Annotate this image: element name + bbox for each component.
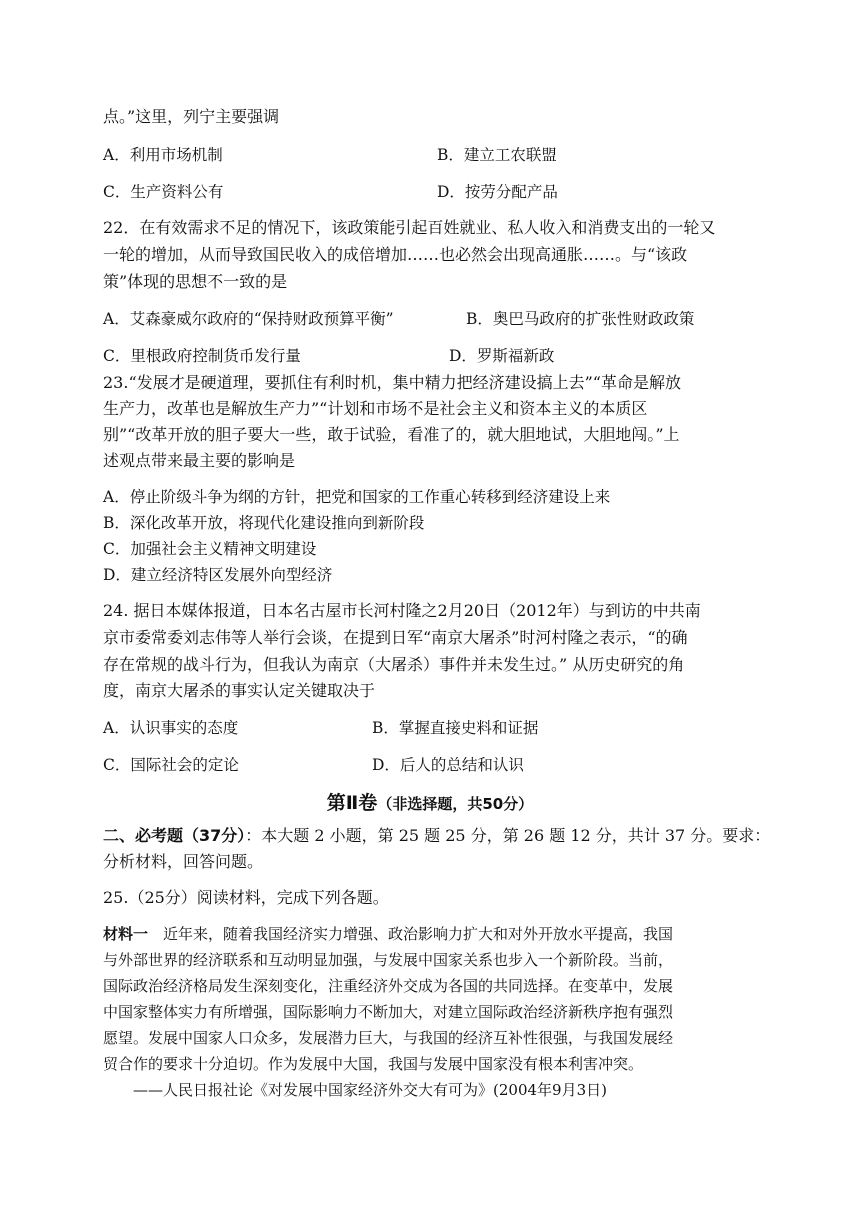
q25-material-line-5: 愿望。发展中国家人口众多，发展潜力巨大，与我国的经济互补性很强，与我国发展经 [103, 1029, 674, 1047]
q23-option-a: A．停止阶级斗争为纲的方针，把党和国家的工作重心转移到经济建设上来 [103, 488, 611, 506]
q22-stem-line-2: 一轮的增加，从而导致国民收入的成倍增加……也必然会出现高通胀……。与“该政 [103, 245, 688, 264]
q25-material-line-6: 贸合作的要求十分迫切。作为发展中大国，我国与发展中国家没有根本利害冲突。 [103, 1055, 644, 1073]
q23-option-b: B．深化改革开放，将现代化建设推向到新阶段 [103, 514, 425, 532]
section-2-subtitle: （非选择题，共50分） [377, 795, 534, 813]
part-2-text-1: ：本大题 2 小题，第 25 题 25 分，第 26 题 12 分，共计 37 分。要求： [245, 826, 771, 845]
q24-option-b: B．掌握直接史料和证据 [372, 719, 539, 737]
q23-option-c: C．加强社会主义精神文明建设 [103, 540, 317, 558]
q22-stem-line-1: 22．在有效需求不足的情况下，该政策能引起百姓就业、私人收入和消费支出的一轮又 [103, 218, 716, 237]
q25-material-line-4: 中国家整体实力有所增强，国际影响力不断加大，对建立国际政治经济新秩序抱有强烈 [103, 1003, 674, 1021]
q25-material-line-3: 国际政治经济格局发生深刻变化，注重经济外交成为各国的共同选择。在变革中，发展 [103, 977, 674, 995]
part-2-heading: 二、必考题（37分） [103, 826, 246, 845]
q21-option-b: B．建立工农联盟 [437, 146, 557, 164]
q23-option-d: D．建立经济特区发展外向型经济 [103, 566, 333, 584]
q24-stem-line-2: 京市委常委刘志伟等人举行会谈，在提到日军“南京大屠杀”时河村隆之表示，“的确 [103, 628, 688, 647]
q24-stem-line-4: 度，南京大屠杀的事实认定关键取决于 [103, 681, 376, 700]
q24-stem-line-3: 存在常规的战斗行为，但我认为南京（大屠杀）事件并未发生过。” 从历史研究的角 [103, 655, 685, 674]
q23-stem-line-3: 别”“改革开放的胆子要大一些，敢于试验，看准了的，就大胆地试，大胆地闯。”上 [103, 425, 680, 444]
q25-stem: 25.（25分）阅读材料，完成下列各题。 [103, 888, 389, 907]
q21-option-a: A．利用市场机制 [103, 146, 223, 164]
q23-stem-line-2: 生产力，改革也是解放生产力”“计划和市场不是社会主义和资本主义的本质区 [103, 399, 648, 418]
q22-option-d: D．罗斯福新政 [449, 347, 555, 365]
q25-material-source: ——人民日报社论《对发展中国家经济外交大有可为》(2004年9月3日) [133, 1081, 607, 1099]
q25-material-line-2: 与外部世界的经济联系和互动明显加强，与发展中国家关系也步入一个新阶段。当前， [103, 951, 674, 969]
q23-stem-line-4: 述观点带来最主要的影响是 [103, 451, 296, 470]
q22-stem-line-3: 策”体现的思想不一致的是 [103, 272, 288, 291]
q21-stem-tail: 点。”这里，列宁主要强调 [103, 107, 280, 126]
section-2-title-main: 第Ⅱ卷 [326, 792, 378, 814]
part-2-instruction-line-2: 分析材料，回答问题。 [103, 852, 264, 871]
q22-option-c: C．里根政府控制货币发行量 [103, 347, 301, 365]
section-2-title [0, 788, 860, 815]
part-2-instruction-line-1 [103, 826, 770, 846]
q22-option-b: B．奥巴马政府的扩张性财政政策 [466, 310, 695, 328]
q23-stem-line-1: 23.“发展才是硬道理，要抓住有利时机，集中精力把经济建设搞上去”“革命是解放 [103, 373, 681, 392]
q24-option-a: A．认识事实的态度 [103, 719, 239, 737]
q24-option-c: C．国际社会的定论 [103, 756, 239, 774]
q24-stem-line-1: 24. 据日本媒体报道，日本名古屋市长河村隆之2月20日（2012年）与到访的中共南 [103, 601, 701, 620]
q22-option-a: A．艾森豪威尔政府的“保持财政预算平衡” [103, 310, 394, 328]
q21-option-d: D．按劳分配产品 [437, 183, 558, 201]
q25-material-text-1: 近年来，随着我国经济实力增强、政治影响力扩大和对外开放水平提高，我国 [148, 925, 674, 943]
q25-material-label: 材料一 [103, 925, 149, 943]
q25-material-line-1 [103, 924, 673, 944]
q24-option-d: D．后人的总结和认识 [372, 756, 524, 774]
q21-option-c: C．生产资料公有 [103, 183, 224, 201]
